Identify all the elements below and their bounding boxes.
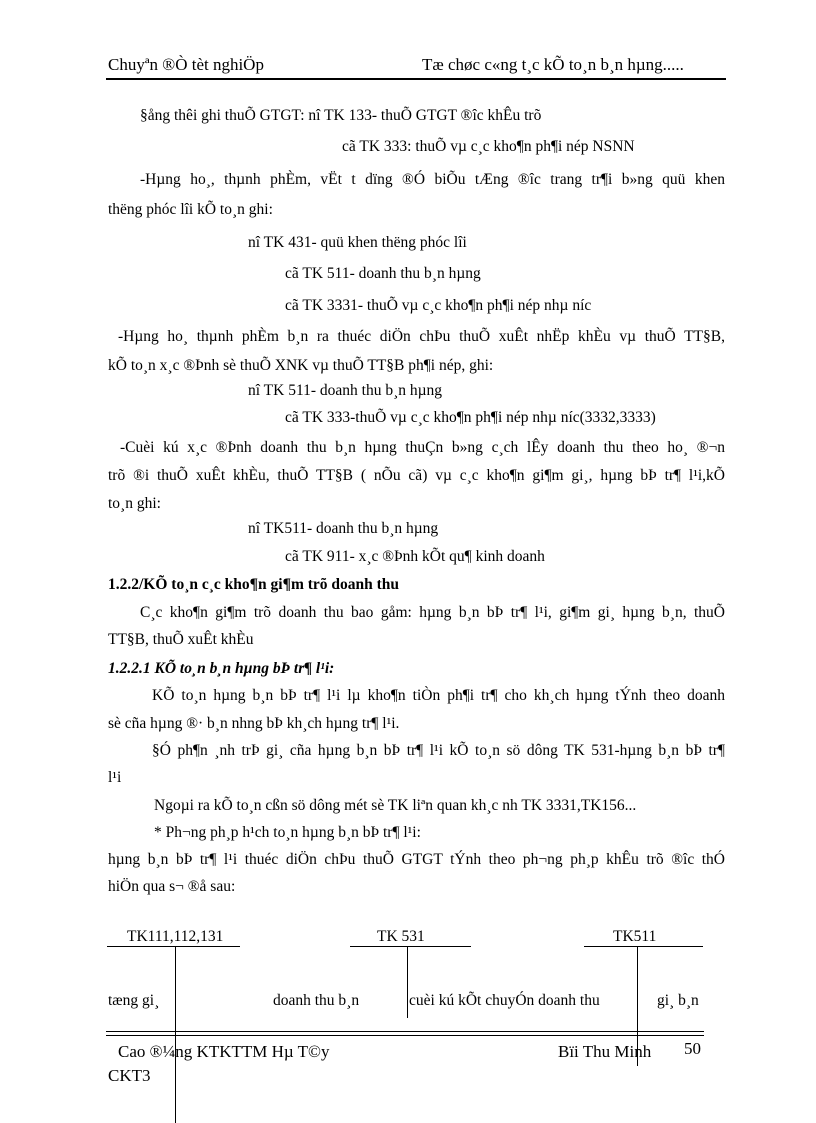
- t-account-top-line: [107, 946, 240, 947]
- text-line: nî TK 511- doanh thu b¸n hµng: [248, 382, 443, 399]
- account-label-tk531: TK 531: [377, 928, 425, 945]
- t-account-vertical-line: [407, 946, 408, 1018]
- text-line: to¸n ghi:: [108, 495, 161, 512]
- footer-rule: [106, 1031, 704, 1032]
- account-label-tk111: TK111,112,131: [127, 928, 224, 945]
- footer-class: CKT3: [108, 1066, 151, 1085]
- text-line: §Ó ph¶n ¸nh trÞ gi¸ cña hµng b¸n bÞ tr¶ l¹i kÕ to¸n sö dông TK 531-hµng b¸n bÞ tr¶: [152, 742, 725, 759]
- t-account-top-line: [584, 946, 703, 947]
- text-line: Ngoµi ra kÕ to¸n cßn sö dông mét sè TK liªn quan kh¸c nh TK 3331,TK156...: [154, 797, 637, 814]
- header-right: Tæ chøc c«ng t¸c kÕ to¸n b¸n hµng.....: [422, 55, 684, 74]
- footer-school: Cao ®¼ng KTKTTM Hµ T©y: [118, 1042, 330, 1061]
- text-line: -Cuèi kú x¸c ®Þnh doanh thu b¸n hµng thuÇn b»ng c¸ch lÊy doanh thu theo ho¸ ®¬n: [120, 439, 725, 456]
- section-heading: 1.2.2/KÕ to¸n c¸c kho¶n gi¶m trõ doanh thu: [108, 576, 400, 593]
- text-line: KÕ to¸n hµng b¸n bÞ tr¶ l¹i lµ kho¶n tiÒn ph¶i tr¶ cho kh¸ch hµng tÝnh theo doanh: [152, 687, 725, 704]
- text-line: hµng b¸n bÞ tr¶ l¹i thuéc diÖn chÞu thuÕ GTGT tÝnh theo ph¬ng ph¸p khÊu trõ ®îc thÓ: [108, 851, 725, 868]
- text-line: sè cña hµng ®· b¸n nhng bÞ kh¸ch hµng tr¶ l¹i.: [108, 715, 400, 732]
- text-line: hiÖn qua s¬ ®å sau:: [108, 878, 236, 895]
- text-line: * Ph¬ng ph¸p h¹ch to¸n hµng b¸n bÞ tr¶ l¹i:: [154, 824, 421, 841]
- account-label-tk511: TK511: [613, 928, 657, 945]
- text-line: l¹i: [108, 769, 122, 786]
- text-line: kÕ to¸n x¸c ®Þnh sè thuÕ XNK vµ thuÕ TT§B ph¶i nép, ghi:: [108, 357, 494, 374]
- text-line: C¸c kho¶n gi¶m trõ doanh thu bao gåm: hµng b¸n bÞ tr¶ l¹i, gi¶m gi¸ hµng b¸n, thuÕ: [140, 604, 725, 621]
- text-line: thëng phóc lîi kÕ to¸n ghi:: [108, 201, 273, 218]
- footer-rule: [106, 1035, 704, 1036]
- header-rule: [106, 78, 726, 80]
- text-line: cã TK 3331- thuÕ vµ c¸c kho¶n ph¶i nép nhµ níc: [285, 297, 592, 314]
- diagram-label-price: gi¸ b¸n: [657, 992, 699, 1009]
- text-line: cã TK 511- doanh thu b¸n hµng: [285, 265, 481, 282]
- text-line: -Hµng ho¸ thµnh phÈm b¸n ra thuéc diÖn chÞu thuÕ xuÊt nhËp khÈu vµ thuÕ TT§B,: [118, 328, 725, 345]
- text-line: §ång thêi ghi thuÕ GTGT: nî TK 133- thuÕ GTGT ®îc khÊu trõ: [140, 107, 542, 124]
- footer-author: Bïi Thu Minh: [558, 1042, 652, 1061]
- text-line: trõ ®i thuÕ xuÊt khÈu, thuÕ TT§B ( nÕu cã) vµ c¸c kho¶n gi¶m gi¸, hµng bÞ tr¶ l¹i,kÕ: [108, 467, 725, 484]
- text-line: TT§B, thuÕ xuÊt khÈu: [108, 631, 254, 648]
- diagram-label-revenue: doanh thu b¸n: [273, 992, 360, 1009]
- page-number: 50: [684, 1039, 701, 1058]
- text-line: cã TK 333: thuÕ vµ c¸c kho¶n ph¶i nép NSNN: [342, 138, 635, 155]
- text-line: cã TK 333-thuÕ vµ c¸c kho¶n ph¶i nép nhµ níc(3332,3333): [285, 409, 656, 426]
- text-line: nî TK511- doanh thu b¸n hµng: [248, 520, 439, 537]
- text-line: cã TK 911- x¸c ®Þnh kÕt qu¶ kinh doanh: [285, 548, 545, 565]
- header-left: Chuyªn ®Ò tèt nghiÖp: [108, 55, 264, 74]
- text-line: -Hµng ho¸, thµnh phÈm, vËt t dïng ®Ó biÕu tÆng ®îc trang tr¶i b»ng quü khen: [140, 171, 725, 188]
- diagram-label-transfer: cuèi kú kÕt chuyÓn doanh thu: [409, 992, 600, 1009]
- diagram-label-total: tæng gi¸: [108, 992, 160, 1009]
- text-line: nî TK 431- quü khen thëng phóc lîi: [248, 234, 467, 251]
- t-account-top-line: [350, 946, 471, 947]
- subsection-heading: 1.2.2.1 KÕ to¸n b¸n hµng bÞ tr¶ l¹i:: [108, 660, 335, 677]
